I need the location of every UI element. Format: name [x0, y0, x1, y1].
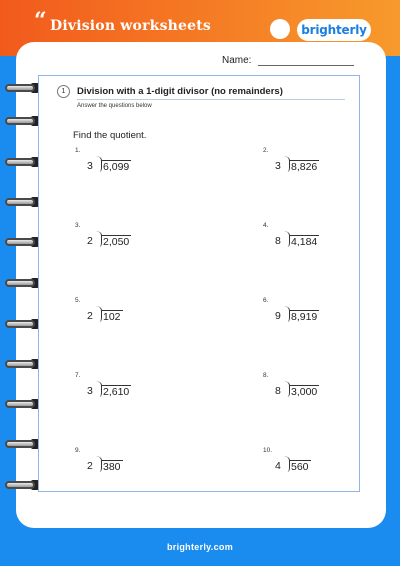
divisor: 2 [87, 310, 93, 322]
ring-icon [5, 479, 39, 491]
problem-number: 5. [75, 297, 81, 304]
ring-icon [5, 358, 39, 370]
footer-url[interactable]: brighterly.com [166, 542, 234, 552]
problem-number: 1. [75, 147, 81, 154]
problem-number: 8. [263, 372, 269, 379]
section-title: Division with a 1-digit divisor (no remainders) [77, 86, 283, 97]
problem-item [263, 297, 383, 337]
ring-icon [5, 156, 39, 168]
section-number-badge: 1 [57, 85, 70, 98]
ring-icon [5, 277, 39, 289]
dividend: 6,099 [103, 161, 130, 173]
dividend: 102 [103, 311, 121, 323]
problem-item [75, 222, 195, 262]
section-divider [77, 99, 345, 100]
problem-number: 2. [263, 147, 269, 154]
problem-item [263, 222, 383, 262]
dividend: 560 [291, 461, 309, 473]
problem-number: 4. [263, 222, 269, 229]
dividend: 380 [103, 461, 121, 473]
name-label: Name: [222, 55, 252, 66]
divisor: 2 [87, 235, 93, 247]
brand-logo[interactable] [297, 19, 371, 41]
ring-icon [5, 82, 39, 94]
divisor: 2 [87, 460, 93, 472]
dividend: 2,050 [103, 236, 130, 248]
problem-item [263, 147, 383, 187]
circle-icon [270, 19, 290, 39]
dividend: 2,610 [103, 386, 130, 398]
ring-icon [5, 115, 39, 127]
quote-icon: “ [34, 8, 47, 34]
problem-number: 6. [263, 297, 269, 304]
problem-number: 9. [75, 447, 81, 454]
divisor: 8 [275, 235, 281, 247]
problem-number: 3. [75, 222, 81, 229]
problem-item [75, 297, 195, 337]
divisor: 3 [275, 160, 281, 172]
problem-item [263, 447, 383, 487]
ring-icon [5, 236, 39, 248]
dividend: 4,184 [291, 236, 318, 248]
problem-item [75, 447, 195, 487]
ring-icon [5, 438, 39, 450]
dividend: 8,826 [291, 161, 318, 173]
problem-item [263, 372, 383, 412]
problem-number: 10. [263, 447, 273, 454]
problem-item [75, 147, 195, 187]
divisor: 3 [87, 385, 93, 397]
dividend: 3,000 [291, 386, 318, 398]
name-field-line[interactable] [258, 65, 354, 66]
divisor: 4 [275, 460, 281, 472]
page-title: Division worksheets [50, 18, 211, 34]
divisor: 8 [275, 385, 281, 397]
problem-item [75, 372, 195, 412]
instruction-text: Find the quotient. [73, 130, 147, 141]
dividend: 8,919 [291, 311, 318, 323]
logo-text: brighterly [301, 23, 367, 37]
problem-number: 7. [75, 372, 81, 379]
divisor: 9 [275, 310, 281, 322]
ring-icon [5, 318, 39, 330]
ring-icon [5, 398, 39, 410]
ring-icon [5, 196, 39, 208]
divisor: 3 [87, 160, 93, 172]
section-subtitle: Answer the questions below [77, 103, 152, 109]
